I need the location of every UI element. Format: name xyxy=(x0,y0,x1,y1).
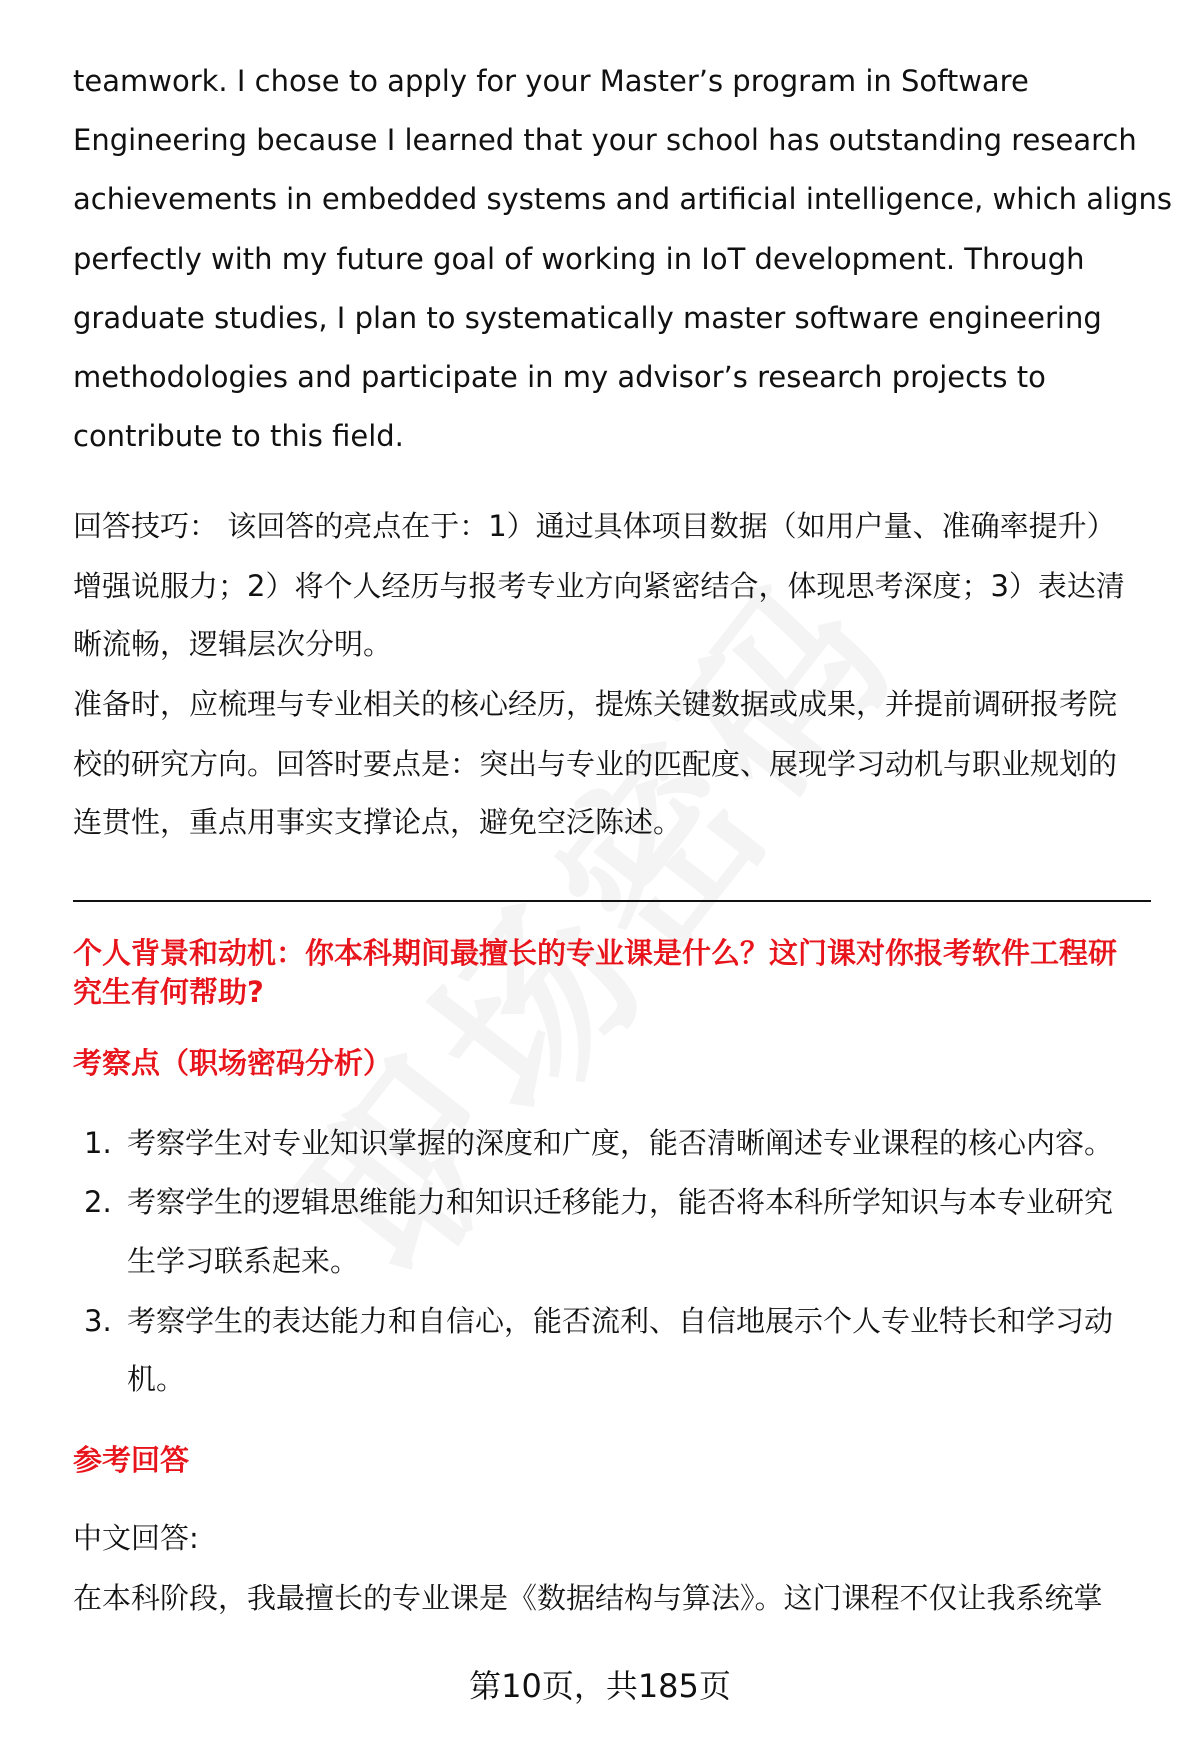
text-line: Engineering because I learned that your school has outstanding research xyxy=(73,123,1137,157)
text-line: 在本科阶段，我最擅长的专业课是《数据结构与算法》。这门课程不仅让我系统掌 xyxy=(73,1581,1103,1615)
question-line: 个人背景和动机：你本科期间最擅长的专业课是什么？这门课对你报考软件工程研 xyxy=(73,936,1118,970)
list-item: 考察学生的表达能力和自信心，能否流利、自信地展示个人专业特长和学习动 xyxy=(127,1304,1114,1338)
question-line: 究生有何帮助? xyxy=(73,975,264,1009)
reference-heading: 参考回答 xyxy=(73,1443,190,1477)
text-line: contribute to this field. xyxy=(73,419,404,453)
text-line: 晰流畅，逻辑层次分明。 xyxy=(73,627,393,661)
list-item-cont: 生学习联系起来。 xyxy=(127,1244,360,1278)
page-footer: 第10页，共185页 xyxy=(469,1667,731,1705)
text-line: 连贯性，重点用事实支撑论点，避免空泛陈述。 xyxy=(73,805,683,839)
text-line: teamwork. I chose to apply for your Master’s program in Software xyxy=(73,64,1029,98)
list-item: 考察学生对专业知识掌握的深度和广度，能否清晰阐述专业课程的核心内容。 xyxy=(127,1126,1114,1160)
section-divider xyxy=(73,900,1151,902)
list-item-cont: 机。 xyxy=(127,1362,186,1396)
text-line: perfectly with my future goal of working in IoT development. Through xyxy=(73,242,1085,276)
text-line: 准备时，应梳理与专业相关的核心经历，提炼关键数据或成果，并提前调研报考院 xyxy=(73,687,1118,721)
list-number: 3. xyxy=(84,1304,112,1338)
chinese-answer-label: 中文回答: xyxy=(73,1521,199,1555)
text-line: 增强说服力；2）将个人经历与报考专业方向紧密结合，体现思考深度；3）表达清 xyxy=(73,569,1125,603)
text-line: graduate studies, I plan to systematically master software engineering xyxy=(73,301,1102,335)
list-item: 考察学生的逻辑思维能力和知识迁移能力，能否将本科所学知识与本专业研究 xyxy=(127,1185,1114,1219)
text-line: 回答技巧： 该回答的亮点在于：1）通过具体项目数据（如用户量、准确率提升） xyxy=(73,509,1116,543)
text-line: achievements in embedded systems and artificial intelligence, which aligns xyxy=(73,182,1172,216)
list-number: 2. xyxy=(84,1185,112,1219)
text-line: methodologies and participate in my advisor’s research projects to xyxy=(73,360,1046,394)
list-number: 1. xyxy=(84,1126,112,1160)
text-line: 校的研究方向。回答时要点是：突出与专业的匹配度、展现学习动机与职业规划的 xyxy=(73,747,1118,781)
analysis-heading: 考察点（职场密码分析） xyxy=(73,1046,393,1080)
